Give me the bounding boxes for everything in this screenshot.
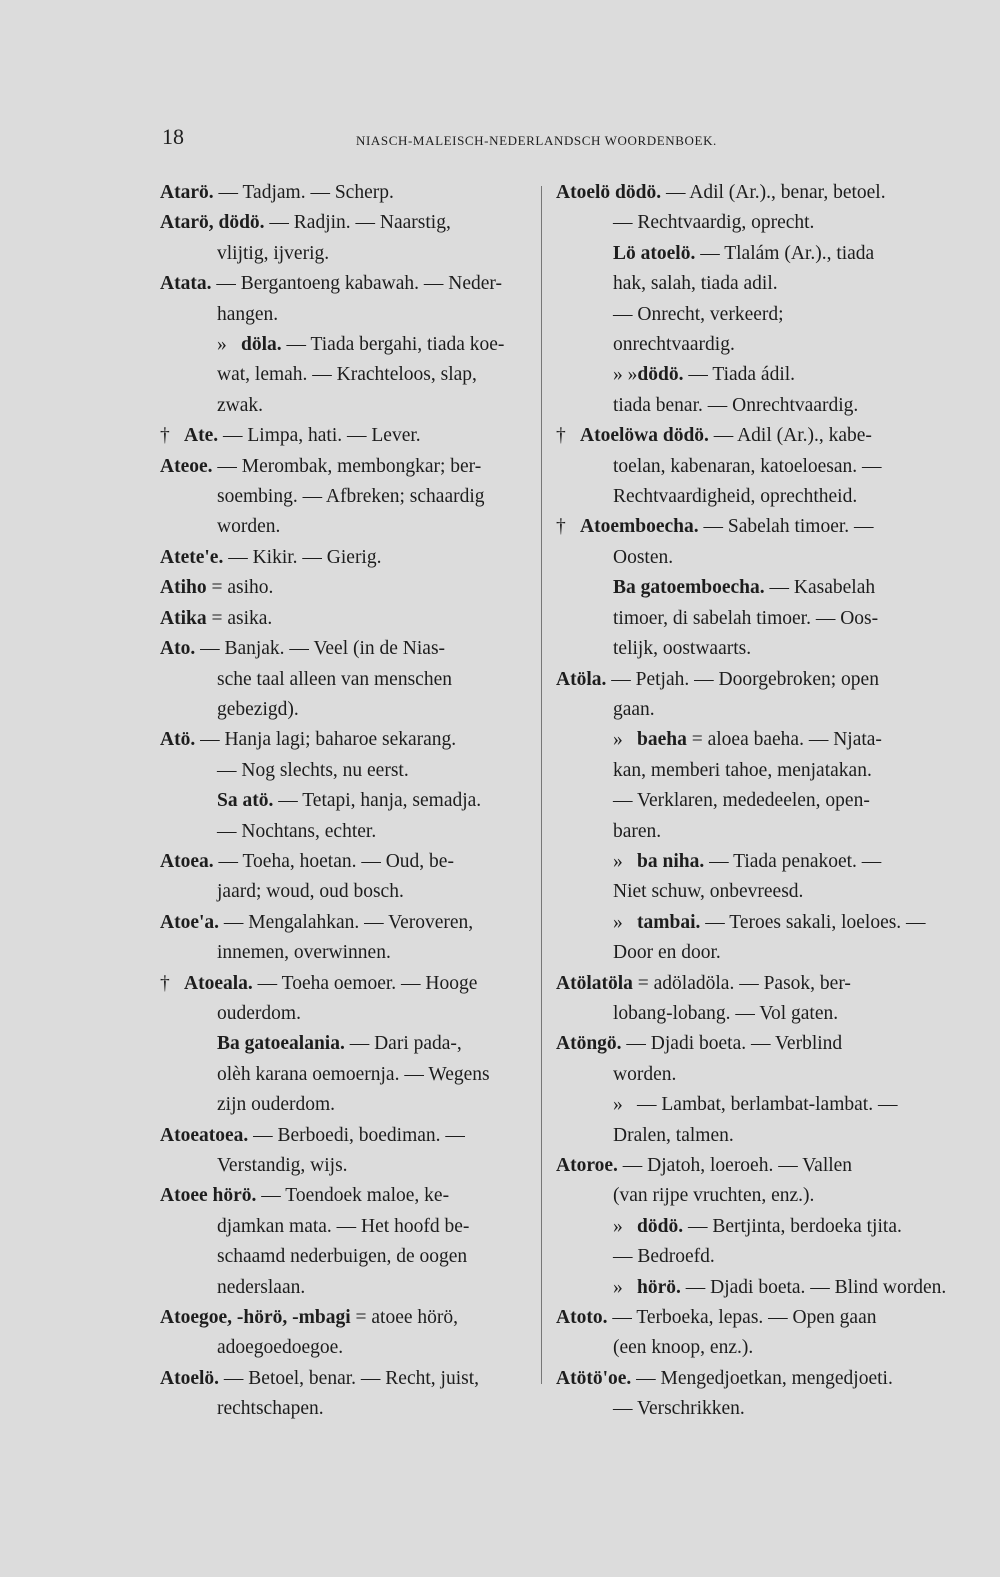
entry-headword: Atoegoe, -hörö, -mbagi bbox=[160, 1307, 351, 1329]
entry-continuation: gaan. bbox=[613, 698, 655, 720]
entry-headword: ba niha. bbox=[637, 850, 705, 872]
entry-continuation: Dralen, talmen. bbox=[613, 1124, 734, 1146]
left-column bbox=[160, 178, 545, 1425]
entry-headword: Ba gatoemboecha. bbox=[613, 577, 765, 599]
dictionary-entry bbox=[160, 725, 545, 786]
entry-first-line bbox=[160, 573, 545, 603]
entry-continuation: adoegoedoegoe. bbox=[217, 1337, 344, 1359]
entry-first-line bbox=[160, 269, 545, 299]
entry-continuation: rechtschapen. bbox=[217, 1398, 324, 1420]
entry-first-line bbox=[556, 1029, 956, 1059]
entry-continuation: Rechtvaardigheid, oprechtheid. bbox=[613, 486, 858, 508]
entry-continuation: schaamd nederbuigen, de oogen bbox=[217, 1246, 468, 1268]
entry-continuation: — Nog slechts, nu eerst. bbox=[217, 759, 409, 781]
dictionary-entry bbox=[160, 421, 545, 451]
entry-definition: — Berboedi, boediman. — bbox=[248, 1124, 465, 1146]
entry-first-line bbox=[556, 1090, 956, 1120]
entry-first-line bbox=[556, 969, 956, 999]
entry-headword: hörö. bbox=[637, 1276, 681, 1298]
entry-headword: Atoelöwa dödö. bbox=[580, 425, 709, 447]
entry-marker: » bbox=[613, 1094, 623, 1116]
entry-headword: Atoelö dödö. bbox=[556, 182, 662, 203]
entry-headword: Ato. bbox=[160, 638, 196, 660]
entry-continuation: telijk, oostwaarts. bbox=[613, 638, 752, 660]
dictionary-entry bbox=[556, 512, 956, 573]
entry-continuation: Oosten. bbox=[613, 546, 674, 568]
entry-first-line bbox=[556, 665, 956, 695]
entry-first-line bbox=[160, 1029, 545, 1059]
dictionary-entry bbox=[160, 573, 545, 603]
dictionary-entry bbox=[556, 239, 956, 361]
entry-first-line bbox=[160, 208, 545, 238]
entry-marker: » bbox=[613, 729, 623, 751]
running-header: NIASCH-MALEISCH-NEDERLANDSCH WOORDENBOEK. bbox=[356, 133, 717, 148]
entry-headword: Atarö. bbox=[160, 182, 214, 203]
entry-headword: Ateoe. bbox=[160, 455, 213, 477]
entry-definition: — Tlalám (Ar.)., tiada bbox=[695, 242, 875, 264]
entry-first-line bbox=[160, 604, 545, 634]
page-number: 18 bbox=[162, 124, 184, 149]
entry-definition: — Kikir. — Gierig. bbox=[223, 546, 382, 568]
entry-first-line bbox=[160, 1364, 545, 1394]
entry-marker: » bbox=[613, 911, 623, 933]
entry-first-line bbox=[556, 1273, 956, 1303]
entry-first-line bbox=[556, 1303, 956, 1333]
dictionary-entry bbox=[160, 1364, 545, 1425]
entry-marker: † bbox=[556, 425, 566, 447]
entry-continuation: — Nochtans, echter. bbox=[217, 820, 377, 842]
entry-first-line bbox=[160, 969, 545, 999]
entry-headword: Atoelö. bbox=[160, 1367, 220, 1389]
entry-continuation: wat, lemah. — Krachteloos, slap, bbox=[217, 364, 477, 386]
entry-definition: — Hanja lagi; baharoe sekarang. bbox=[195, 729, 457, 751]
entry-first-line bbox=[160, 908, 545, 938]
dictionary-entry bbox=[556, 1212, 956, 1273]
entry-marker: † bbox=[160, 972, 170, 994]
entry-continuation: — Verschrikken. bbox=[613, 1398, 745, 1420]
entry-headword: Atarö, dödö. bbox=[160, 212, 265, 234]
entry-marker: » bbox=[217, 334, 227, 356]
entry-definition: — Tadjam. — Scherp. bbox=[213, 182, 394, 203]
dictionary-entry bbox=[160, 178, 545, 208]
entry-headword: dödö. bbox=[637, 364, 684, 386]
entry-headword: tambai. bbox=[637, 911, 701, 933]
entry-first-line bbox=[556, 1151, 956, 1181]
entry-definition: = adöladöla. — Pasok, ber- bbox=[632, 972, 851, 994]
entry-continuation: worden. bbox=[217, 516, 281, 538]
entry-continuation: — Verklaren, mededeelen, open- bbox=[613, 790, 870, 812]
entry-definition: — Adil (Ar.)., benar, betoel. bbox=[661, 182, 886, 203]
entry-definition: — Petjah. — Doorgebroken; open bbox=[606, 668, 879, 690]
entry-continuation: (een knoop, enz.). bbox=[613, 1337, 754, 1359]
entry-first-line bbox=[556, 573, 956, 603]
entry-continuation: olèh karana oemoernja. — Wegens bbox=[217, 1063, 490, 1085]
dictionary-entry bbox=[556, 1090, 956, 1151]
entry-headword: Atata. bbox=[160, 273, 212, 295]
dictionary-entry bbox=[160, 908, 545, 969]
entry-definition: — Adil (Ar.)., kabe- bbox=[708, 425, 872, 447]
entry-definition: — Djadi boeta. — Verblind bbox=[621, 1033, 843, 1055]
dictionary-entry bbox=[160, 330, 545, 421]
entry-headword: Atoemboecha. bbox=[580, 516, 699, 538]
entry-headword: Atoeatoea. bbox=[160, 1124, 249, 1146]
entry-continuation: — Bedroefd. bbox=[613, 1246, 715, 1268]
entry-definition: — Radjin. — Naarstig, bbox=[264, 212, 451, 234]
entry-first-line bbox=[556, 178, 956, 208]
entry-headword: Atoe'a. bbox=[160, 911, 220, 933]
dictionary-entry bbox=[556, 1303, 956, 1364]
entry-continuation: lobang-lobang. — Vol gaten. bbox=[613, 1002, 839, 1024]
entry-marker: † bbox=[556, 516, 566, 538]
entry-marker: » » bbox=[613, 364, 638, 386]
entry-headword: dödö. bbox=[637, 1215, 684, 1237]
entry-definition: — Merombak, membongkar; ber- bbox=[212, 455, 482, 477]
entry-headword: Atoeala. bbox=[184, 972, 253, 994]
entry-continuation: tiada benar. — Onrechtvaardig. bbox=[613, 394, 859, 416]
entry-continuation: djamkan mata. — Het hoofd be- bbox=[217, 1215, 470, 1237]
entry-continuation: soembing. — Afbreken; schaardig bbox=[217, 486, 485, 508]
entry-definition: — Djadi boeta. — Blind worden. bbox=[680, 1276, 947, 1298]
entry-continuation: hangen. bbox=[217, 303, 279, 325]
dictionary-entry bbox=[556, 665, 956, 726]
entry-first-line bbox=[160, 421, 545, 451]
entry-first-line bbox=[160, 1121, 545, 1151]
entry-continuation: — Onrecht, verkeerd; bbox=[613, 303, 784, 325]
entry-definition: — Dari pada-, bbox=[344, 1033, 462, 1055]
entry-definition: = atoee hörö, bbox=[350, 1307, 459, 1329]
dictionary-entry bbox=[556, 360, 956, 421]
entry-continuation: kan, memberi tahoe, menjatakan. bbox=[613, 759, 872, 781]
dictionary-entry bbox=[556, 573, 956, 664]
entry-first-line bbox=[160, 847, 545, 877]
entry-headword: Atete'e. bbox=[160, 546, 224, 568]
entry-first-line bbox=[160, 178, 545, 208]
entry-definition: — Djatoh, loeroeh. — Vallen bbox=[617, 1155, 853, 1176]
entry-definition: — Tiada bergahi, tiada koe- bbox=[281, 334, 505, 356]
entry-first-line bbox=[160, 725, 545, 755]
entry-marker: † bbox=[160, 425, 170, 447]
entry-first-line bbox=[556, 1212, 956, 1242]
entry-marker: » bbox=[613, 1215, 623, 1237]
entry-continuation: toelan, kabenaran, katoeloesan. — bbox=[613, 455, 882, 477]
entry-headword: Ate. bbox=[184, 425, 219, 447]
entry-definition: — Lambat, berlambat-lambat. — bbox=[637, 1094, 898, 1116]
dictionary-entry bbox=[556, 421, 956, 512]
entry-first-line bbox=[160, 543, 545, 573]
entry-continuation: ouderdom. bbox=[217, 1002, 301, 1024]
entry-continuation: worden. bbox=[613, 1063, 677, 1085]
entry-definition: = aloea baeha. — Njata- bbox=[686, 729, 882, 751]
dictionary-entry bbox=[556, 1029, 956, 1090]
dictionary-entry bbox=[160, 969, 545, 1030]
entry-headword: Ba gatoealania. bbox=[217, 1033, 345, 1055]
entry-continuation: zijn ouderdom. bbox=[217, 1094, 336, 1116]
entry-headword: Atoto. bbox=[556, 1307, 608, 1329]
entry-first-line bbox=[160, 1181, 545, 1211]
entry-continuation: onrechtvaardig. bbox=[613, 334, 735, 356]
entry-first-line bbox=[160, 452, 545, 482]
entry-headword: Atiho bbox=[160, 577, 207, 599]
entry-continuation: gebezigd). bbox=[217, 698, 299, 720]
entry-continuation: timoer, di sabelah timoer. — Oos- bbox=[613, 607, 879, 629]
entry-continuation: vlijtig, ijverig. bbox=[217, 242, 330, 264]
entry-definition: — Terboeka, lepas. — Open gaan bbox=[607, 1307, 877, 1329]
entry-definition: — Bertjinta, berdoeka tjita. bbox=[683, 1215, 902, 1237]
entry-definition: = asiho. bbox=[206, 577, 274, 599]
entry-continuation: sche taal alleen van menschen bbox=[217, 668, 452, 690]
entry-definition: — Betoel, benar. — Recht, juist, bbox=[219, 1367, 479, 1389]
dictionary-entry bbox=[556, 908, 956, 969]
dictionary-entry bbox=[160, 452, 545, 543]
entry-definition: — Toeha, hoetan. — Oud, be- bbox=[213, 850, 454, 872]
dictionary-entry bbox=[160, 543, 545, 573]
entry-definition: — Banjak. — Veel (in de Nias- bbox=[195, 638, 446, 660]
entry-continuation: Niet schuw, onbevreesd. bbox=[613, 881, 804, 903]
entry-first-line bbox=[556, 725, 956, 755]
entry-definition: — Mengalahkan. — Veroveren, bbox=[219, 911, 474, 933]
dictionary-entry bbox=[160, 1121, 545, 1182]
entry-first-line bbox=[556, 847, 956, 877]
dictionary-entry bbox=[160, 786, 545, 847]
dictionary-entry bbox=[160, 269, 545, 330]
dictionary-entry bbox=[556, 725, 956, 847]
entry-headword: Atika bbox=[160, 607, 207, 629]
entry-continuation: nederslaan. bbox=[217, 1276, 306, 1298]
entry-first-line bbox=[556, 239, 956, 269]
entry-marker: » bbox=[613, 850, 623, 872]
dictionary-entry bbox=[160, 1029, 545, 1120]
dictionary-entry bbox=[556, 1273, 956, 1303]
dictionary-entry bbox=[556, 847, 956, 908]
entry-definition: — Toendoek maloe, ke- bbox=[256, 1185, 450, 1207]
dictionary-entry bbox=[160, 1181, 545, 1303]
entry-first-line bbox=[160, 330, 545, 360]
entry-continuation: innemen, overwinnen. bbox=[217, 942, 391, 964]
dictionary-entry bbox=[556, 1364, 956, 1425]
dictionary-entry bbox=[556, 1151, 956, 1212]
entry-definition: = asika. bbox=[206, 607, 273, 629]
entry-continuation: — Rechtvaardig, oprecht. bbox=[613, 212, 815, 234]
entry-headword: Atöngö. bbox=[556, 1033, 622, 1055]
entry-definition: — Tetapi, hanja, semadja. bbox=[273, 790, 482, 812]
entry-continuation: jaard; woud, oud bosch. bbox=[217, 881, 404, 903]
dictionary-entry bbox=[556, 969, 956, 1030]
dictionary-entry bbox=[160, 208, 545, 269]
entry-headword: Atölatöla bbox=[556, 972, 633, 994]
entry-first-line bbox=[160, 1303, 545, 1333]
dictionary-entry bbox=[556, 178, 956, 239]
entry-definition: — Limpa, hati. — Lever. bbox=[218, 425, 421, 447]
entry-definition: — Toeha oemoer. — Hooge bbox=[252, 972, 478, 994]
entry-continuation: Door en door. bbox=[613, 942, 721, 964]
entry-definition: — Tiada ádil. bbox=[683, 364, 796, 386]
entry-first-line bbox=[556, 908, 956, 938]
dictionary-entry bbox=[160, 847, 545, 908]
entry-headword: Atötö'oe. bbox=[556, 1367, 632, 1389]
entry-headword: Atoea. bbox=[160, 850, 214, 872]
entry-headword: baeha bbox=[637, 729, 687, 751]
entry-continuation: (van rijpe vruchten, enz.). bbox=[613, 1185, 815, 1207]
entry-headword: Atöla. bbox=[556, 668, 607, 690]
entry-definition: — Tiada penakoet. — bbox=[704, 850, 882, 872]
entry-definition: — Bergantoeng kabawah. — Neder- bbox=[211, 273, 503, 295]
entry-headword: Atoroe. bbox=[556, 1155, 618, 1176]
dictionary-entry bbox=[160, 604, 545, 634]
dictionary-entry bbox=[160, 634, 545, 725]
entry-headword: döla. bbox=[241, 334, 282, 356]
right-column bbox=[556, 178, 956, 1425]
entry-headword: Lö atoelö. bbox=[613, 242, 696, 264]
entry-definition: — Mengedjoetkan, mengedjoeti. bbox=[631, 1367, 893, 1389]
entry-first-line bbox=[556, 421, 956, 451]
entry-definition: — Sabelah timoer. — bbox=[698, 516, 874, 538]
entry-first-line bbox=[556, 1364, 956, 1394]
entry-marker: » bbox=[613, 1276, 623, 1298]
entry-first-line bbox=[556, 512, 956, 542]
entry-continuation: zwak. bbox=[217, 394, 264, 416]
entry-continuation: hak, salah, tiada adil. bbox=[613, 273, 778, 295]
column-divider bbox=[541, 186, 542, 1384]
dictionary-entry bbox=[160, 1303, 545, 1364]
entry-headword: Atoee hörö. bbox=[160, 1185, 257, 1207]
entry-headword: Atö. bbox=[160, 729, 196, 751]
entry-definition: — Kasabelah bbox=[764, 577, 876, 599]
entry-first-line bbox=[160, 786, 545, 816]
entry-continuation: baren. bbox=[613, 820, 662, 842]
entry-first-line bbox=[160, 634, 545, 664]
entry-first-line bbox=[556, 360, 956, 390]
entry-continuation: Verstandig, wijs. bbox=[217, 1155, 348, 1176]
entry-headword: Sa atö. bbox=[217, 790, 274, 812]
entry-definition: — Teroes sakali, loeloes. — bbox=[700, 911, 926, 933]
